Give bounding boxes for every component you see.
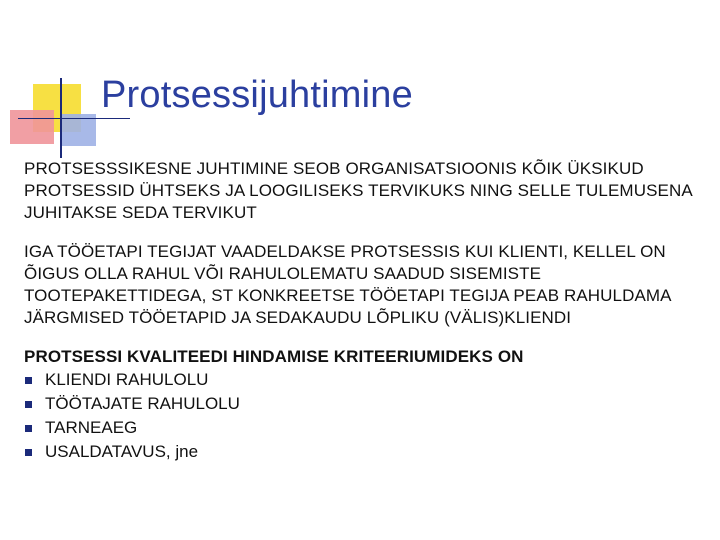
list-item: [24, 416, 704, 440]
list-item: [24, 440, 704, 464]
list-item-label: KLIENDI RAHULOLU: [45, 370, 209, 389]
list-item-label: TARNEAEG: [45, 418, 138, 437]
criteria-heading: PROTSESSI KVALITEEDI HINDAMISE KRITEERIUMIDEKS ON: [24, 347, 524, 366]
square-bullet-icon: [25, 449, 32, 456]
horizontal-line: [18, 118, 130, 119]
criteria-list: [24, 368, 704, 464]
square-bullet-icon: [25, 401, 32, 408]
list-item-label: USALDATAVUS, jne: [45, 442, 199, 461]
slide-content: [24, 158, 704, 464]
list-item: [24, 392, 704, 416]
slide-title: Protsessijuhtimine: [101, 74, 413, 116]
list-item: [24, 368, 704, 392]
red-square: [10, 110, 54, 144]
square-bullet-icon: [25, 377, 32, 384]
paragraph-1: PROTSESSSIKESNE JUHTIMINE SEOB ORGANISATSIOONIS KÕIK ÜKSIKUD PROTSESSID ÜHTSEKS JA LOOGILISEKS TERVIKUKS NING SELLE TULEMUSENA JUHITAKSE SEDA TERVIKUT: [24, 159, 692, 222]
square-bullet-icon: [25, 425, 32, 432]
list-item-label: TÖÖTAJATE RAHULOLU: [45, 394, 240, 413]
paragraph-2: IGA TÖÖETAPI TEGIJAT VAADELDAKSE PROTSESSIS KUI KLIENTI, KELLEL ON ÕIGUS OLLA RAHUL VÕI RAHULOLEMATU SAADUD SISEMISTE TOOTEPAKETTIDEGA, ST KONKREETSE TÖÖETAPI TEGIJA PEAB RAHULDAMA JÄRGMISED TÖÖETAPID JA SEDAKAUDU LÕPLIKU (VÄLIS)KLIENDI: [24, 242, 671, 327]
